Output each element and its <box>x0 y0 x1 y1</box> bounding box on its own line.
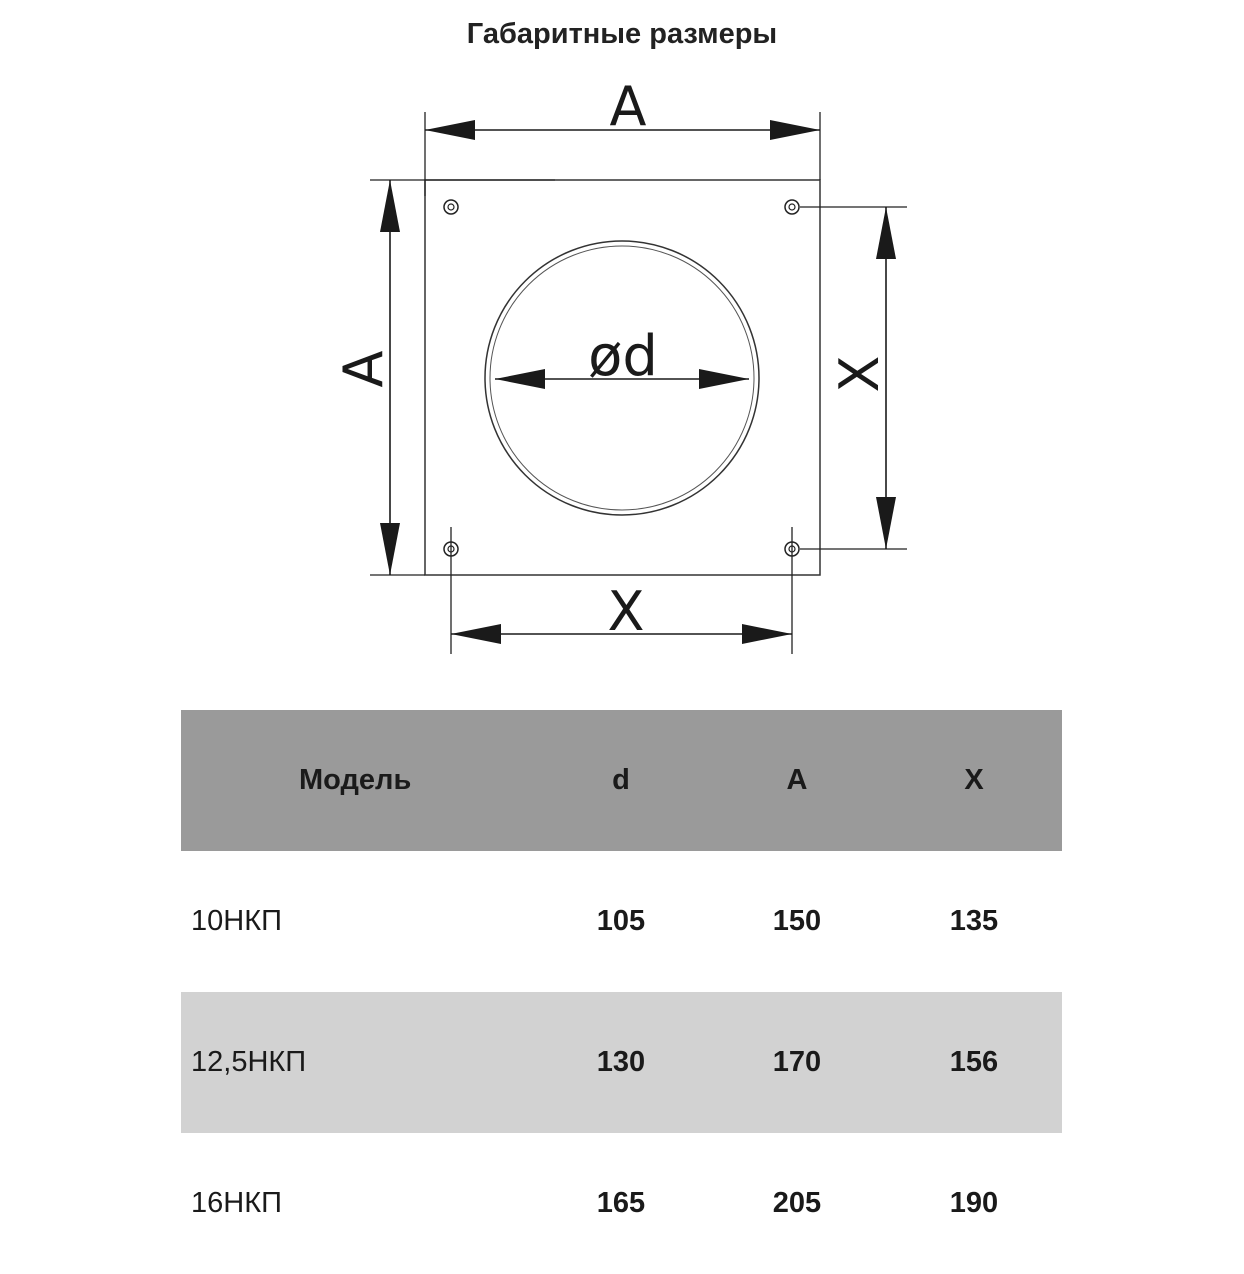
a-cell: 205 <box>772 1187 822 1219</box>
header-model: Модель <box>299 764 412 796</box>
label-x-bottom: X <box>607 580 645 643</box>
d-cell: 165 <box>596 1187 646 1219</box>
model-cell: 12,5НКП <box>191 1046 307 1078</box>
label-diameter: ød <box>588 324 658 389</box>
dimensions-table <box>181 710 1062 1274</box>
d-cell: 130 <box>596 1046 646 1078</box>
header-d: d <box>612 764 630 796</box>
a-cell: 170 <box>772 1046 822 1078</box>
table-row <box>181 1133 1062 1274</box>
x-cell: 156 <box>949 1046 999 1078</box>
label-a-top: A <box>609 75 647 138</box>
table-header <box>181 710 1062 851</box>
table-row <box>181 992 1062 1133</box>
x-cell: 190 <box>949 1187 999 1219</box>
x-cell: 135 <box>949 905 999 937</box>
page-title: Габаритные размеры <box>466 18 778 50</box>
a-cell: 150 <box>772 905 822 937</box>
mounting-hole-icon <box>785 200 799 214</box>
label-x-right: X <box>828 355 891 393</box>
mounting-hole-icon <box>444 200 458 214</box>
model-cell: 10НКП <box>191 905 282 937</box>
header-a: A <box>786 764 808 796</box>
d-cell: 105 <box>596 905 646 937</box>
header-x: X <box>964 764 984 796</box>
label-a-left: A <box>332 350 395 388</box>
table-row <box>181 851 1062 992</box>
model-cell: 16НКП <box>191 1187 282 1219</box>
